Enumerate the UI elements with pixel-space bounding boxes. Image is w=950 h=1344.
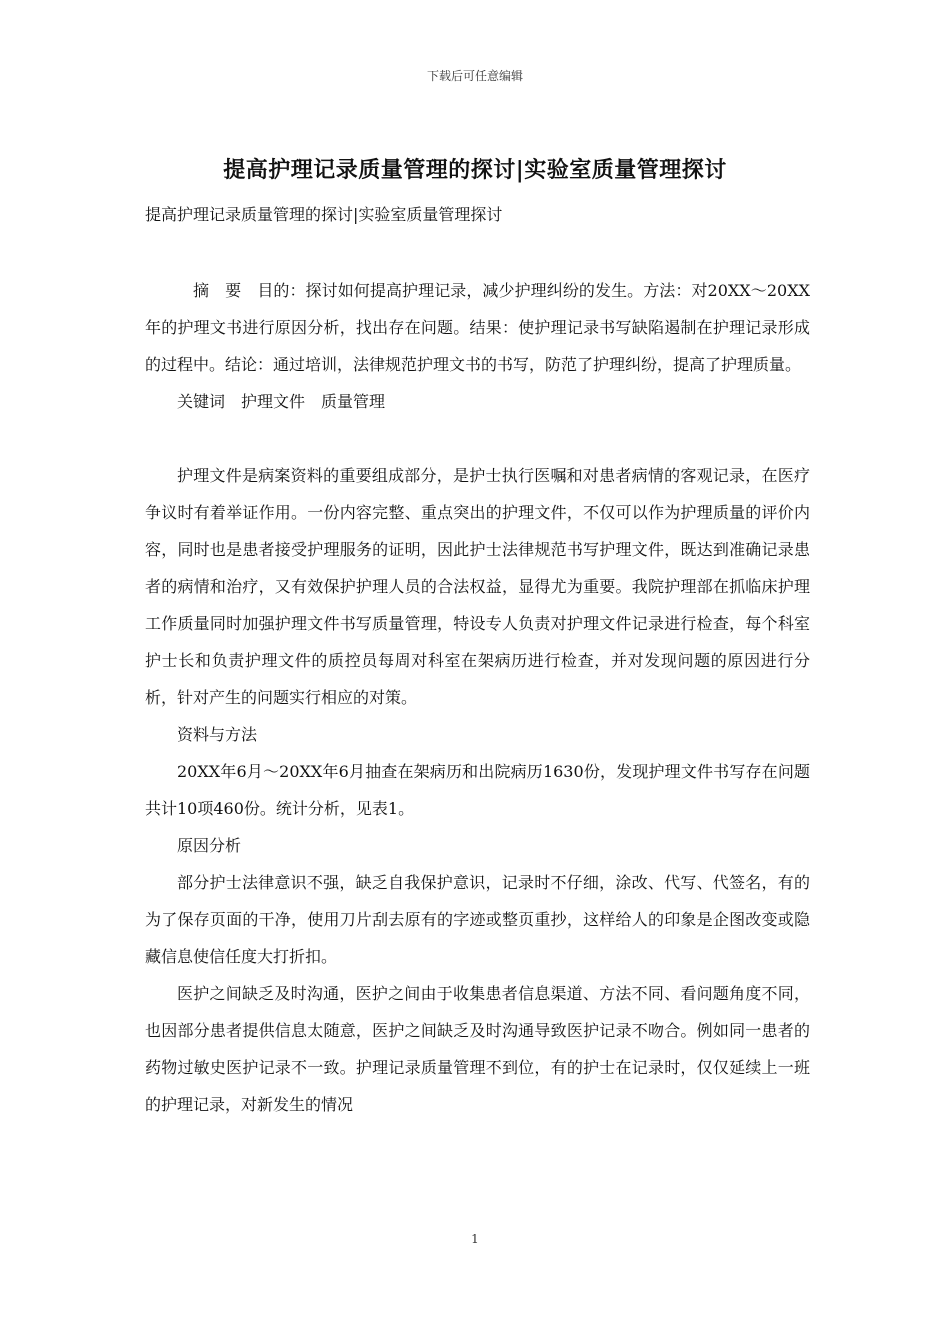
document-body	[145, 272, 810, 1123]
paragraph-gap	[145, 420, 810, 457]
page-header: 下载后可任意编辑	[426, 69, 523, 83]
body-paragraph-2: 20XX年6月～20XX年6月抽查在架病历和出院病历1630份，发现护理文件书写存在问题共计10项460份。统计分析，见表1。	[145, 762, 810, 818]
body-paragraph-1: 护理文件是病案资料的重要组成部分，是护士执行医嘱和对患者病情的客观记录，在医疗争议时有着举证作用。一份内容完整、重点突出的护理文件，不仅可以作为护理质量的评价内容，同时也是患者接受护理服务的证明，因此护士法律规范书写护理文件，既达到准确记录患者的病情和治疗，又有效保护护理人员的合法权益，显得尤为重要。我院护理部在抓临床护理工作质量同时加强护理文件书写质量管理，特设专人负责对护理文件记录进行检查，每个科室护士长和负责护理文件的质控员每周对科室在架病历进行检查，并对发现问题的原因进行分析，针对产生的问题实行相应的对策。	[145, 466, 810, 707]
body-paragraph-3: 部分护士法律意识不强，缺乏自我保护意识，记录时不仔细，涂改、代写、代签名，有的为了保存页面的干净，使用刀片刮去原有的字迹或整页重抄，这样给人的印象是企图改变或隐藏信息使信任度大打折扣。	[145, 873, 810, 966]
body-paragraph-4: 医护之间缺乏及时沟通，医护之间由于收集患者信息渠道、方法不同、看问题角度不同，也因部分患者提供信息太随意，医护之间缺乏及时沟通导致医护记录不吻合。例如同一患者的药物过敏史医护记录不一致。护理记录质量管理不到位，有的护士在记录时，仅仅延续上一班的护理记录，对新发生的情况	[145, 984, 810, 1114]
document-title: 提高护理记录质量管理的探讨|实验室质量管理探讨	[223, 157, 727, 183]
page-number: 1	[471, 1232, 479, 1246]
abstract-paragraph: 摘 要 目的：探讨如何提高护理记录，减少护理纠纷的发生。方法：对20XX～20XX年的护理文书进行原因分析，找出存在问题。结果：使护理记录书写缺陷遏制在护理记录形成的过程中。结论：通过培训，法律规范护理文书的书写，防范了护理纠纷，提高了护理质量。	[145, 281, 810, 374]
document-subtitle: 提高护理记录质量管理的探讨|实验室质量管理探讨	[145, 205, 503, 224]
section-heading-reasons: 原因分析	[177, 836, 242, 855]
section-heading-materials: 资料与方法	[177, 725, 258, 744]
keywords-line: 关键词 护理文件 质量管理	[177, 392, 386, 411]
